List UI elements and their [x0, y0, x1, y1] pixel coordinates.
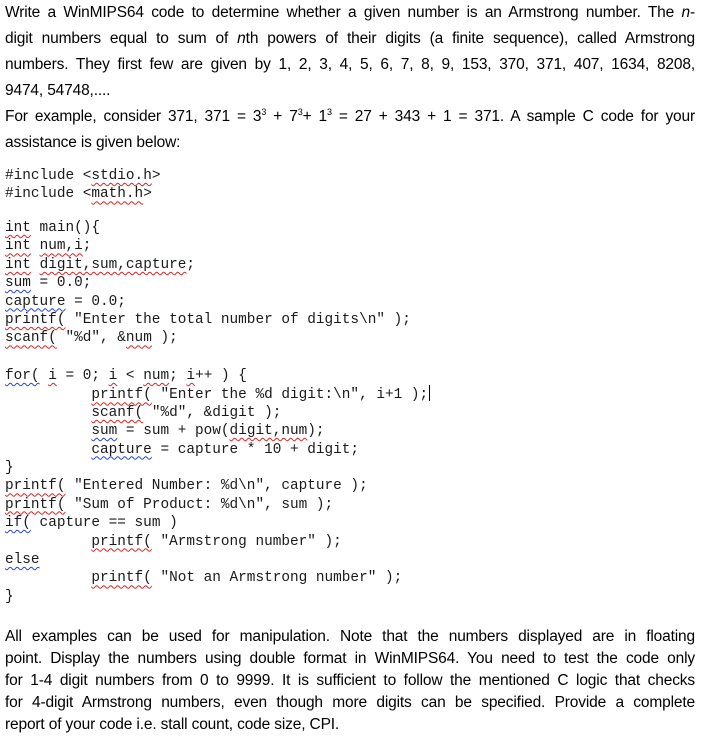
closing-line-5: report of your code i.e. stall count, code size, CPI.: [5, 716, 340, 733]
spell-error: scanf(: [91, 404, 144, 421]
code-token: <: [117, 368, 144, 384]
closing-line-3: for 1-4 digit numbers from 0 to 9999. It is sufficient to follow the mentioned C logic that checks: [5, 672, 695, 689]
code-token: "%d", &: [56, 330, 126, 347]
example-paragraph: [5, 104, 695, 156]
code-token: "Sum of Product: %d\n", sum );: [65, 496, 334, 513]
spell-error: i: [108, 368, 118, 384]
example-text: = 27 + 343 + 1 = 371. A sample C code for your: [331, 108, 696, 125]
code-includes: [5, 167, 565, 204]
intro-line-4: 9474, 54748,....: [5, 82, 111, 99]
spell-error: math.h: [91, 186, 144, 203]
code-token: ++ ) {: [195, 368, 247, 384]
intro-text: digit numbers equal to sum of: [5, 30, 238, 47]
code-token: ;: [169, 368, 187, 384]
code-line: [5, 367, 565, 385]
code-main: [5, 219, 565, 348]
code-token: capture == sum ): [30, 515, 178, 532]
example-text: For example, consider 371, 371 = 3: [5, 108, 262, 125]
code-token: "Enter the total number of digits\n" );: [65, 311, 411, 328]
grammar-error: if(: [5, 515, 31, 532]
spell-error: digit,sum,capture: [39, 256, 187, 273]
spell-error: stdio.h: [91, 168, 152, 184]
spell-error: digit,num: [229, 423, 308, 440]
code-token: #include: [5, 168, 83, 184]
code-token: #include: [5, 186, 83, 203]
italic-n: n: [681, 4, 690, 21]
superscript: 3: [261, 107, 267, 117]
intro-line-1: [5, 0, 695, 26]
spell-error: printf(: [5, 496, 66, 513]
code-token: main(){: [30, 220, 101, 236]
superscript: 3: [297, 107, 303, 117]
code-token: = capture * 10 + digit;: [151, 441, 360, 458]
indent: [5, 534, 91, 550]
grammar-error: else: [5, 551, 40, 568]
spell-error: printf(: [5, 478, 66, 495]
example-line-1: [5, 104, 695, 130]
code-line: [5, 293, 565, 311]
code-line: #include <stdio.h>: [5, 168, 161, 184]
intro-text: th powers of their digits (a finite sequence), called Armstrong: [245, 30, 696, 47]
hyphen: -: [689, 4, 695, 21]
code-line: [5, 385, 565, 403]
grammar-error: sum: [91, 423, 118, 440]
code-token: "Armstrong number" );: [151, 533, 342, 550]
code-line: [5, 422, 565, 440]
code-line: }: [5, 459, 14, 476]
code-token: ;: [82, 238, 92, 255]
spell-error: scanf(: [5, 330, 57, 347]
code-token: "Not an Armstrong number" );: [151, 570, 403, 587]
spell-error: printf(: [91, 570, 152, 587]
text-cursor: [429, 385, 430, 401]
code-loop: [5, 367, 565, 606]
code-token: = 0.0;: [65, 293, 126, 310]
indent: [5, 570, 91, 586]
code-token: = 0;: [56, 368, 109, 384]
code-line: [5, 329, 565, 347]
code-token: );: [151, 330, 178, 347]
code-line: [5, 551, 565, 569]
code-token: = 0.0;: [30, 275, 92, 292]
indent: [5, 405, 91, 421]
spell-error: printf(: [5, 311, 66, 328]
code-token: [31, 257, 40, 273]
spell-error: int: [5, 256, 31, 273]
closing-paragraph: [5, 626, 695, 736]
code-line: #include <math.h>: [5, 186, 152, 203]
code-line: [5, 533, 565, 551]
grammar-error: capture: [91, 441, 152, 458]
code-token: );: [307, 423, 325, 440]
example-line-2: assistance is given below:: [5, 134, 181, 151]
code-line: [5, 404, 565, 422]
code-line: [5, 237, 565, 255]
example-text: + 1: [302, 108, 327, 125]
code-line: [5, 569, 565, 587]
example-text: + 7: [266, 108, 298, 125]
intro-paragraph: [5, 0, 695, 104]
code-line: [5, 219, 565, 237]
superscript: 3: [326, 107, 332, 117]
spell-error: i: [186, 368, 196, 384]
code-token: "Entered Number: %d\n", capture );: [65, 478, 368, 495]
spell-error: printf(: [91, 533, 152, 550]
spell-error: int: [5, 238, 31, 255]
spell-error: num: [125, 330, 152, 347]
code-token: [31, 238, 40, 254]
code-token: [40, 368, 49, 384]
intro-line-3: numbers. They first few are given by 1, 2, 3, 4, 5, 6, 7, 8, 9, 153, 370, 371, 407, 1634, 8208,: [5, 56, 695, 73]
indent: [5, 442, 91, 458]
code-line: [5, 274, 565, 292]
spell-error: printf(: [91, 387, 152, 404]
code-token: "%d", &digit );: [143, 404, 282, 421]
spell-error: i: [48, 368, 57, 384]
grammar-error: for(: [5, 368, 40, 384]
closing-line-2: point. Display the numbers using double format in WinMIPS64. You need to test the code only: [5, 650, 695, 667]
code-line: [5, 256, 565, 274]
intro-line-2: [5, 26, 695, 52]
closing-line-4: for 4-digit Armstrong numbers, even though more digits can be specified. Provide a complete: [5, 694, 695, 711]
closing-line-1: All examples can be used for manipulation. Note that the numbers displayed are in floating: [5, 628, 695, 645]
code-token: = sum + pow(: [117, 423, 230, 440]
spell-error: num: [143, 368, 170, 384]
grammar-error: capture: [5, 293, 66, 310]
code-token: ;: [186, 256, 196, 273]
code-line: [5, 311, 565, 329]
grammar-error: sum: [5, 275, 31, 292]
code-token: "Enter the %d digit:\n", i+1 );: [151, 387, 429, 404]
spell-error: num,i: [39, 238, 83, 255]
code-line: [5, 477, 565, 495]
spell-error: int: [5, 220, 31, 236]
code-line: [5, 496, 565, 514]
indent: [5, 423, 91, 439]
code-line: }: [5, 588, 14, 605]
italic-n: n: [237, 30, 246, 47]
indent: [5, 387, 91, 403]
code-line: [5, 514, 565, 532]
code-line: [5, 441, 565, 459]
intro-text: Write a WinMIPS64 code to determine whether a given number is an Armstrong number. The: [5, 4, 682, 21]
